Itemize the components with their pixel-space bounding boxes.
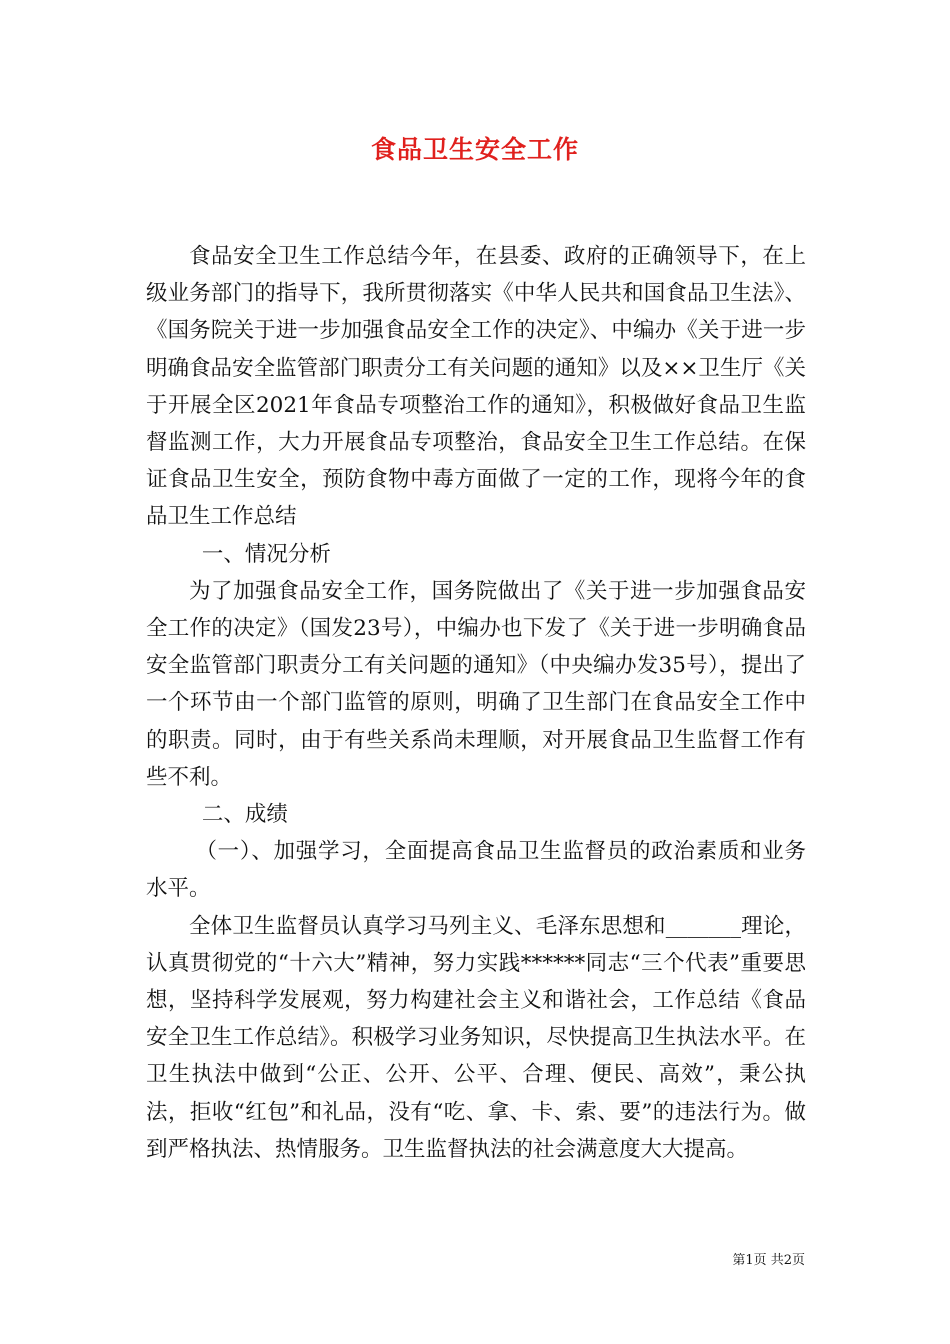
paragraph-study: 全体卫生监督员认真学习马列主义、毛泽东思想和_______理论，认真贯彻党的“十六大”精神，努力实践******同志“三个代表”重要思想，坚持科学发展观，努力构建社会主义和谐社会，工作总结《食品安全卫生工作总结》。积极学习业务知识，尽快提高卫生执法水平。在卫生执法中做到“公正、公开、公平、合理、便民、高效”，秉公执法，拒收“红包”和礼品，没有“吃、拿、卡、索、要”的违法行为。做到严格执法、热情服务。卫生监督执法的社会满意度大大提高。	[146, 913, 806, 1162]
document-body	[146, 238, 806, 1168]
page-indicator: 第1页 共2页	[732, 1253, 805, 1268]
paragraph-situation: 为了加强食品安全工作，国务院做出了《关于进一步加强食品安全工作的决定》（国发23号），中编办也下发了《关于进一步明确食品安全监管部门职责分工有关问题的通知》（中央编办发35号），提出了一个环节由一个部门监管的原则，明确了卫生部门在食品安全工作中的职责。同时，由于有些关系尚未理顺，对开展食品卫生监督工作有些不利。	[146, 578, 806, 790]
section-heading-achievements: 二、成绩	[201, 802, 288, 828]
paragraph-intro: 食品安全卫生工作总结今年，在县委、政府的正确领导下，在上级业务部门的指导下，我所贯彻落实《中华人民共和国食品卫生法》、《国务院关于进一步加强食品安全工作的决定》、中编办《关于进一步明确食品安全监管部门职责分工有关问题的通知》以及××卫生厅《关于开展全区2021年食品专项整治工作的通知》，积极做好食品卫生监督监测工作，大力开展食品专项整治，食品安全卫生工作总结。在保证食品卫生安全，预防食物中毒方面做了一定的工作，现将今年的食品卫生工作总结	[146, 244, 806, 530]
document-title: 食品卫生安全工作	[370, 135, 579, 164]
subsection-heading-study: （一）、加强学习，全面提高食品卫生监督员的政治素质和业务水平。	[146, 839, 806, 902]
section-heading-situation: 一、情况分析	[201, 541, 331, 567]
